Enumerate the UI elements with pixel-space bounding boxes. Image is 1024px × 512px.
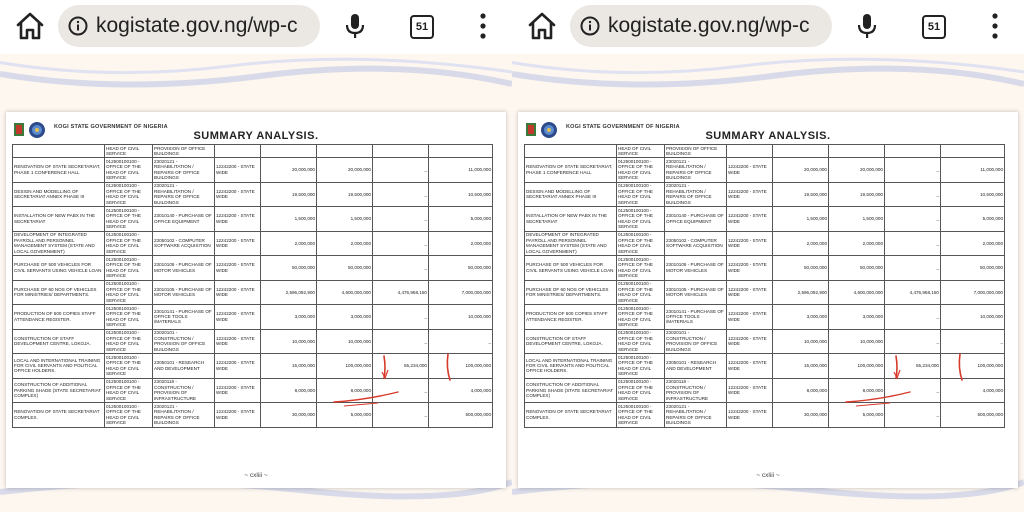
table-cell: RENOVATION OF STATE SECRETARIAT, PHASE 1 CONFERENCE HALL (525, 158, 617, 183)
table-cell: 12242200 - STATE WIDE (727, 207, 773, 232)
table-cell: _ (885, 403, 941, 428)
table-cell: 5,000,000 (941, 207, 1005, 232)
table-row (13, 207, 493, 232)
table-cell: 30,000,000 (261, 403, 317, 428)
table-cell: 30,000,000 (773, 403, 829, 428)
table-cell: 4,600,000,000 (829, 280, 885, 305)
table-cell: 4,000,000 (429, 378, 493, 403)
table-cell (727, 145, 773, 158)
tab-switcher-button[interactable]: 51 (922, 15, 946, 39)
table-cell: 3,000,000 (261, 305, 317, 330)
table-cell: CONSTRUCTION OF STAFF DEVELOPMENT CENTRE, LOKOJA. (13, 329, 105, 354)
table-cell: 10,500,000 (941, 182, 1005, 207)
table-cell: 19,500,000 (317, 182, 373, 207)
table-cell: LOCAL AND INTERNATIONAL TRAINING FOR CIVIL SERVANTS AND POLITICAL OFFICE HOLDERS. (13, 354, 105, 379)
table-cell: 23050101 - RESEARCH AND DEVELOPMENT (153, 354, 215, 379)
table-cell: 10,000,000 (829, 329, 885, 354)
table-cell: 12242200 - STATE WIDE (215, 280, 261, 305)
table-row (13, 305, 493, 330)
table-cell: DEVELOPMENT OF INTEGRATED PAYROLL AND PERSONNEL MANAGEMENT SYSTEM (STATE AND LOCAL GOVERNMENT) (13, 231, 105, 256)
table-cell: 012500100100 - OFFICE OF THE HEAD OF CIVIL SERVICE (105, 329, 153, 354)
table-cell: 10,000,000 (429, 305, 493, 330)
table-cell: _ (941, 329, 1005, 354)
table-cell: PURCHASE OF 60 NOS OF VEHICLES FOR MINISTRIES/ DEPARTMENTS. (13, 280, 105, 305)
table-cell: 10,000,000 (261, 329, 317, 354)
table-cell: PROVISION OF OFFICE BUILDINGS (153, 145, 215, 158)
table-cell: 7,000,000,000 (429, 280, 493, 305)
table-row (13, 280, 493, 305)
table-cell: 012500100100 - OFFICE OF THE HEAD OF CIVIL SERVICE (105, 378, 153, 403)
microphone-icon[interactable] (340, 11, 370, 41)
table-cell: 012500100100 - OFFICE OF THE HEAD OF CIVIL SERVICE (617, 231, 665, 256)
table-cell: DESIGN AND MODELLING OF SECRETARIAT ANNEX PHASE III (525, 182, 617, 207)
document-title: SUMMARY ANALYSIS. (705, 130, 831, 142)
table-cell: 3,000,000 (773, 305, 829, 330)
table-cell: 2,596,092,900 (261, 280, 317, 305)
table-cell: 23020121 - REHABILITATION / REPAIRS OF OFFICE BUILDINGS (665, 182, 727, 207)
page-viewport[interactable] (512, 54, 1024, 512)
table-cell (373, 145, 429, 158)
table-cell: 23010105 - PURCHASE OF MOTOR VEHICLES (665, 256, 727, 281)
table-row (525, 231, 1005, 256)
table-cell: 50,000,000 (773, 256, 829, 281)
table-cell: 23020118 - CONSTRUCTION / PROVISION OF INFRASTRUCTURE (665, 378, 727, 403)
table-cell: PURCHASE OF 60 NOS OF VEHICLES FOR MINISTRIES/ DEPARTMENTS. (525, 280, 617, 305)
table-cell: 012500100100 - OFFICE OF THE HEAD OF CIVIL SERVICE (105, 280, 153, 305)
table-cell: 4,600,000,000 (317, 280, 373, 305)
table-cell: 012500100100 - OFFICE OF THE HEAD OF CIVIL SERVICE (105, 158, 153, 183)
table-cell: _ (885, 378, 941, 403)
table-row (525, 403, 1005, 428)
table-cell: _ (373, 305, 429, 330)
table-cell: INSTALLATION OF NEW PABX IN THE SECRETARIAT (13, 207, 105, 232)
table-cell: _ (885, 329, 941, 354)
table-cell: 5,000,000 (317, 403, 373, 428)
url-text: kogistate.gov.ng/wp-c (96, 14, 298, 37)
screenshot-pane-right (512, 0, 1024, 512)
table-row (13, 256, 493, 281)
table-row (525, 354, 1005, 379)
table-cell: 012500100100 - OFFICE OF THE HEAD OF CIVIL SERVICE (617, 256, 665, 281)
table-cell: 20,000,000 (261, 158, 317, 183)
table-cell: _ (885, 207, 941, 232)
table-cell: INSTALLATION OF NEW PABX IN THE SECRETARIAT (525, 207, 617, 232)
table-cell: 10,000,000 (941, 305, 1005, 330)
table-cell: 12242200 - STATE WIDE (727, 329, 773, 354)
background-wave (0, 54, 512, 114)
table-cell: 12242200 - STATE WIDE (215, 182, 261, 207)
table-cell: CONSTRUCTION OF ADDITIONAL PARKING SHADE (STATE SECRETARIAT COMPLEX) (13, 378, 105, 403)
table-cell: 50,000,000 (261, 256, 317, 281)
table-cell: _ (885, 158, 941, 183)
table-cell: 3,000,000 (829, 305, 885, 330)
table-cell: 20,000,000 (829, 158, 885, 183)
table-cell: 11,000,000 (941, 158, 1005, 183)
table-cell: 23050101 - RESEARCH AND DEVELOPMENT (665, 354, 727, 379)
table-cell: DEVELOPMENT OF INTEGRATED PAYROLL AND PERSONNEL MANAGEMENT SYSTEM (STATE AND LOCAL GOVERNMENT) (525, 231, 617, 256)
table-cell: RENOVATION OF STATE SECRETARIAT COMPLEX. (13, 403, 105, 428)
table-cell: 23050102 - COMPUTER SOFTWARE ACQUISITION (665, 231, 727, 256)
table-row (525, 329, 1005, 354)
table-cell: 012500100100 - OFFICE OF THE HEAD OF CIVIL SERVICE (617, 329, 665, 354)
table-cell: 012500100100 - OFFICE OF THE HEAD OF CIVIL SERVICE (617, 378, 665, 403)
letterhead-text: KOGI STATE GOVERNMENT OF NIGERIA (566, 124, 680, 130)
table-cell: _ (885, 256, 941, 281)
table-cell: 12242200 - STATE WIDE (215, 354, 261, 379)
table-cell: 2,000,000 (829, 231, 885, 256)
document-title: SUMMARY ANALYSIS. (193, 130, 319, 142)
table-cell: PRODUCTION OF 500 COPIES STAFF ATTENDANCE REGISTER. (13, 305, 105, 330)
table-cell: 10,000,000 (773, 329, 829, 354)
table-cell: 23020101 - CONSTRUCTION / PROVISION OF OFFICE BUILDINGS (153, 329, 215, 354)
table-cell: 50,000,000 (429, 256, 493, 281)
table-cell: _ (373, 256, 429, 281)
table-cell: 12242200 - STATE WIDE (215, 207, 261, 232)
table-cell: 23020101 - CONSTRUCTION / PROVISION OF OFFICE BUILDINGS (665, 329, 727, 354)
address-bar[interactable] (58, 5, 320, 47)
table-cell: 500,000,000 (429, 403, 493, 428)
summary-table (524, 144, 1005, 428)
table-cell: PRODUCTION OF 500 COPIES STAFF ATTENDANCE REGISTER. (525, 305, 617, 330)
table-row (525, 182, 1005, 207)
table-cell: LOCAL AND INTERNATIONAL TRAINING FOR CIVIL SERVANTS AND POLITICAL OFFICE HOLDERS. (525, 354, 617, 379)
table-cell: 1,500,000 (317, 207, 373, 232)
table-cell: 12242200 - STATE WIDE (727, 256, 773, 281)
table-row (13, 329, 493, 354)
table-cell: 012500100100 - OFFICE OF THE HEAD OF CIVIL SERVICE (105, 231, 153, 256)
table-cell: 12242200 - STATE WIDE (727, 403, 773, 428)
more-menu-icon[interactable] (990, 12, 1000, 40)
table-cell: 23020121 - REHABILITATION / REPAIRS OF OFFICE BUILDINGS (153, 182, 215, 207)
table-cell: 2,000,000 (261, 231, 317, 256)
address-bar[interactable] (570, 5, 832, 47)
table-cell (885, 145, 941, 158)
table-cell: 100,000,000 (829, 354, 885, 379)
table-cell: PURCHASE OF 500 VEHICLES FOR CIVIL SERVANTS USING VEHICLE LOAN (13, 256, 105, 281)
table-cell: 23020121 - REHABILITATION / REPAIRS OF OFFICE BUILDINGS (665, 403, 727, 428)
table-cell: 19,500,000 (829, 182, 885, 207)
table-cell: 012500100100 - OFFICE OF THE HEAD OF CIVIL SERVICE (105, 403, 153, 428)
table-cell: CONSTRUCTION OF ADDITIONAL PARKING SHADE (STATE SECRETARIAT COMPLEX) (525, 378, 617, 403)
table-cell: RENOVATION OF STATE SECRETARIAT, PHASE 1 CONFERENCE HALL (13, 158, 105, 183)
table-cell: _ (885, 305, 941, 330)
table-cell: 2,000,000 (317, 231, 373, 256)
table-cell: PURCHASE OF 500 VEHICLES FOR CIVIL SERVANTS USING VEHICLE LOAN (525, 256, 617, 281)
table-cell: 12242200 - STATE WIDE (727, 354, 773, 379)
page-number: ~ cxliii ~ (756, 472, 780, 479)
table-row (525, 256, 1005, 281)
table-cell: 012500100100 - OFFICE OF THE HEAD OF CIVIL SERVICE (105, 207, 153, 232)
table-cell: 8,000,000 (317, 378, 373, 403)
table-row (525, 158, 1005, 183)
table-cell: 2,000,000 (941, 231, 1005, 256)
table-cell: 23020121 - REHABILITATION / REPAIRS OF OFFICE BUILDINGS (665, 158, 727, 183)
table-row (525, 280, 1005, 305)
table-row (13, 354, 493, 379)
table-cell: 2,000,000 (429, 231, 493, 256)
table-cell: 4,476,958,150 (373, 280, 429, 305)
table-cell: 8,000,000 (773, 378, 829, 403)
url-text: kogistate.gov.ng/wp-c (608, 14, 810, 37)
site-info-icon[interactable] (68, 16, 88, 36)
table-cell: 012500100100 - OFFICE OF THE HEAD OF CIVIL SERVICE (617, 354, 665, 379)
home-icon[interactable] (526, 10, 558, 42)
table-cell: 1,500,000 (261, 207, 317, 232)
table-cell (429, 145, 493, 158)
table-cell: 55,234,000 (885, 354, 941, 379)
table-cell: 12242200 - STATE WIDE (727, 158, 773, 183)
table-cell: 50,000,000 (829, 256, 885, 281)
table-row (525, 207, 1005, 232)
table-cell: 20,000,000 (773, 158, 829, 183)
table-cell: _ (373, 329, 429, 354)
table-cell: _ (373, 182, 429, 207)
table-cell: 4,000,000 (941, 378, 1005, 403)
table-cell: 4,476,958,150 (885, 280, 941, 305)
table-cell (773, 145, 829, 158)
microphone-icon[interactable] (852, 11, 882, 41)
summary-table (12, 144, 493, 428)
table-cell: _ (429, 329, 493, 354)
home-icon[interactable] (14, 10, 46, 42)
table-cell (525, 145, 617, 158)
table-cell: CONSTRUCTION OF STAFF DEVELOPMENT CENTRE, LOKOJA. (525, 329, 617, 354)
table-cell: 012500100100 - OFFICE OF THE HEAD OF CIVIL SERVICE (105, 182, 153, 207)
table-cell: _ (885, 231, 941, 256)
table-cell: 23010141 - PURCHASE OF OFFICE TOOLS /MATERIALS (665, 305, 727, 330)
table-cell: _ (885, 182, 941, 207)
table-cell: 12242200 - STATE WIDE (727, 305, 773, 330)
tab-switcher-button[interactable]: 51 (410, 15, 434, 39)
table-row (13, 403, 493, 428)
table-row (13, 145, 493, 158)
table-cell: 12242200 - STATE WIDE (215, 378, 261, 403)
table-cell: 7,000,000,000 (941, 280, 1005, 305)
table-cell: 50,000,000 (941, 256, 1005, 281)
table-cell: 12242200 - STATE WIDE (215, 158, 261, 183)
document-page (6, 112, 506, 488)
table-cell: 12242200 - STATE WIDE (215, 305, 261, 330)
table-cell: 23010140 - PURCHASE OF OFFICE EQUIPMENT (153, 207, 215, 232)
table-cell: 012500100100 - OFFICE OF THE HEAD OF CIVIL SERVICE (617, 182, 665, 207)
table-cell: 100,000,000 (317, 354, 373, 379)
table-cell: 23050102 - COMPUTER SOFTWARE ACQUISITION (153, 231, 215, 256)
table-cell: 5,000,000 (829, 403, 885, 428)
table-cell: 1,500,000 (829, 207, 885, 232)
table-cell: 12242200 - STATE WIDE (727, 378, 773, 403)
table-cell: 55,234,000 (373, 354, 429, 379)
table-cell: 100,000,000 (429, 354, 493, 379)
table-row (13, 158, 493, 183)
site-info-icon[interactable] (580, 16, 600, 36)
letterhead-text: KOGI STATE GOVERNMENT OF NIGERIA (54, 124, 168, 130)
table-row (525, 378, 1005, 403)
table-cell: 20,000,000 (317, 158, 373, 183)
table-cell: 012500100100 - OFFICE OF THE HEAD OF CIVIL SERVICE (617, 280, 665, 305)
table-cell: 19,500,000 (773, 182, 829, 207)
table-cell (215, 145, 261, 158)
table-cell: 3,000,000 (317, 305, 373, 330)
table-cell: 5,000,000 (429, 207, 493, 232)
table-cell: 23020121 - REHABILITATION / REPAIRS OF OFFICE BUILDINGS (153, 158, 215, 183)
table-cell: 12242200 - STATE WIDE (215, 329, 261, 354)
table-cell: RENOVATION OF STATE SECRETARIAT COMPLEX. (525, 403, 617, 428)
table-cell: HEAD OF CIVIL SERVICE (617, 145, 665, 158)
table-cell: 10,500,000 (429, 182, 493, 207)
table-cell: 012500100100 - OFFICE OF THE HEAD OF CIVIL SERVICE (617, 403, 665, 428)
page-number: ~ cxliii ~ (244, 472, 268, 479)
table-cell: 12242200 - STATE WIDE (215, 403, 261, 428)
table-cell: 23010105 - PURCHASE OF MOTOR VEHICLES (153, 256, 215, 281)
table-cell (829, 145, 885, 158)
table-cell: _ (373, 378, 429, 403)
table-cell: 1,500,000 (773, 207, 829, 232)
table-cell (317, 145, 373, 158)
table-cell: 8,000,000 (261, 378, 317, 403)
table-cell: 100,000,000 (941, 354, 1005, 379)
table-cell (261, 145, 317, 158)
table-cell: 012500100100 - OFFICE OF THE HEAD OF CIVIL SERVICE (105, 354, 153, 379)
table-cell: 10,000,000 (317, 329, 373, 354)
table-cell: 19,500,000 (261, 182, 317, 207)
table-cell: 2,596,092,900 (773, 280, 829, 305)
table-cell: _ (373, 231, 429, 256)
table-cell: 15,000,000 (773, 354, 829, 379)
table-row (525, 305, 1005, 330)
table-cell: _ (373, 403, 429, 428)
table-cell: 012500100100 - OFFICE OF THE HEAD OF CIVIL SERVICE (617, 305, 665, 330)
document-page (518, 112, 1018, 488)
table-row (525, 145, 1005, 158)
table-cell: 23010140 - PURCHASE OF OFFICE EQUIPMENT (665, 207, 727, 232)
table-cell: 12242200 - STATE WIDE (727, 280, 773, 305)
table-cell: 23020118 - CONSTRUCTION / PROVISION OF INFRASTRUCTURE (153, 378, 215, 403)
table-cell: 2,000,000 (773, 231, 829, 256)
table-cell: 12242200 - STATE WIDE (727, 182, 773, 207)
table-cell: 012500100100 - OFFICE OF THE HEAD OF CIVIL SERVICE (617, 158, 665, 183)
browser-toolbar (512, 0, 1024, 54)
background-wave (512, 54, 1024, 114)
table-cell: HEAD OF CIVIL SERVICE (105, 145, 153, 158)
table-cell: 12242200 - STATE WIDE (727, 231, 773, 256)
table-cell: 12242200 - STATE WIDE (215, 256, 261, 281)
table-row (13, 378, 493, 403)
table-cell (941, 145, 1005, 158)
table-cell: 500,000,000 (941, 403, 1005, 428)
table-cell: _ (373, 207, 429, 232)
table-cell: 15,000,000 (261, 354, 317, 379)
table-cell: 50,000,000 (317, 256, 373, 281)
table-cell: 012500100100 - OFFICE OF THE HEAD OF CIVIL SERVICE (105, 256, 153, 281)
table-cell: PROVISION OF OFFICE BUILDINGS (665, 145, 727, 158)
more-menu-icon[interactable] (478, 12, 488, 40)
table-cell: 23020121 - REHABILITATION / REPAIRS OF OFFICE BUILDINGS (153, 403, 215, 428)
table-cell: 8,000,000 (829, 378, 885, 403)
table-row (13, 182, 493, 207)
table-cell: DESIGN AND MODELLING OF SECRETARIAT ANNEX PHASE III (13, 182, 105, 207)
table-cell: 12242200 - STATE WIDE (215, 231, 261, 256)
table-cell: 23010105 - PURCHASE OF MOTOR VEHICLES (153, 280, 215, 305)
table-cell: _ (373, 158, 429, 183)
table-cell: 11,000,000 (429, 158, 493, 183)
table-row (13, 231, 493, 256)
browser-toolbar (0, 0, 512, 54)
table-cell: 012500100100 - OFFICE OF THE HEAD OF CIVIL SERVICE (617, 207, 665, 232)
table-cell (13, 145, 105, 158)
table-cell: 23010141 - PURCHASE OF OFFICE TOOLS /MATERIALS (153, 305, 215, 330)
page-viewport[interactable] (0, 54, 512, 512)
table-cell: 23010105 - PURCHASE OF MOTOR VEHICLES (665, 280, 727, 305)
table-cell: 012500100100 - OFFICE OF THE HEAD OF CIVIL SERVICE (105, 305, 153, 330)
